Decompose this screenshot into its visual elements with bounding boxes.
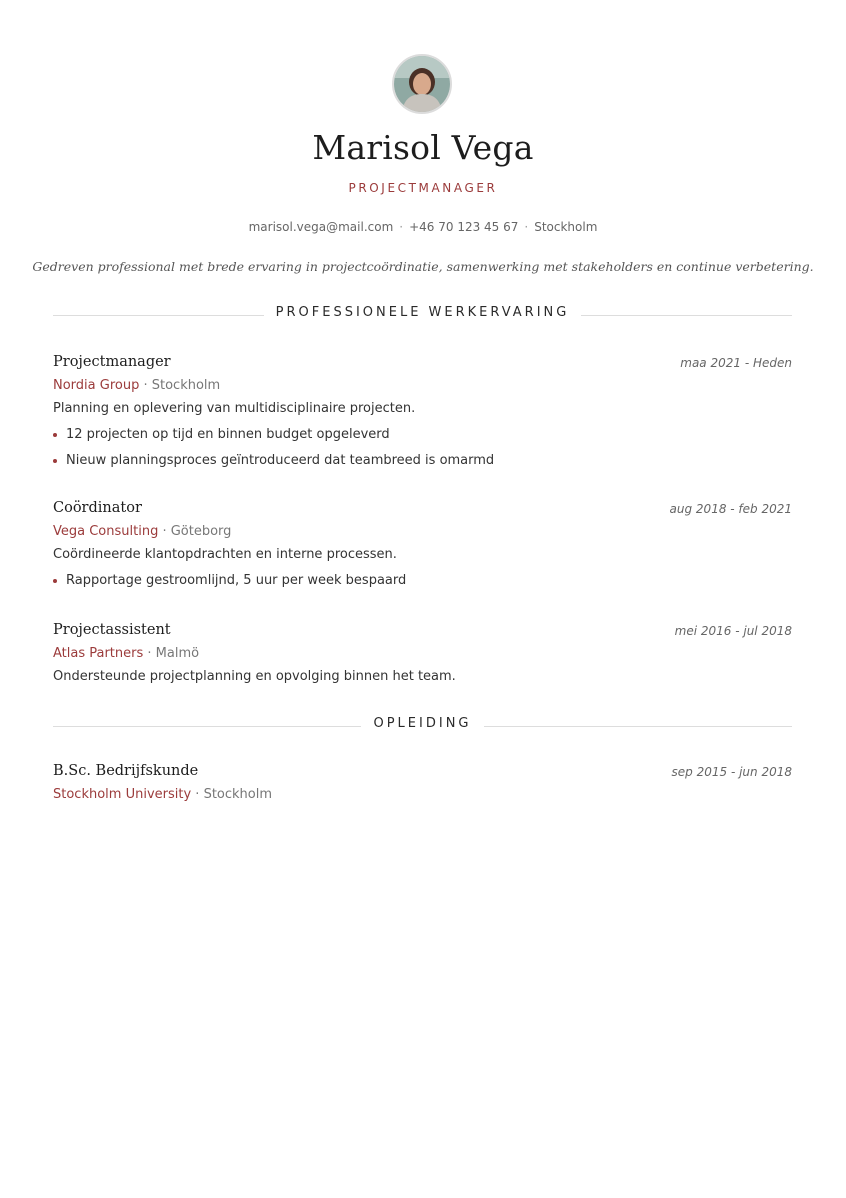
entry-company: Stockholm University bbox=[53, 787, 192, 802]
entry-dates: sep 2015 - jun 2018 bbox=[671, 765, 792, 779]
entry-location: · Malmö bbox=[143, 646, 200, 661]
experience-entry bbox=[53, 622, 792, 689]
contact-separator: · bbox=[524, 220, 529, 234]
experience-entry bbox=[53, 500, 792, 597]
contact-separator: · bbox=[399, 220, 404, 234]
profile-summary: Gedreven professional met brede ervaring in projectcoördinatie, samenwerking met stakeholders en continue verbetering. bbox=[32, 259, 814, 274]
list-item bbox=[53, 571, 792, 597]
experience-section-header bbox=[53, 305, 792, 325]
job-title: PROJECTMANAGER bbox=[348, 181, 498, 195]
entry-company: Nordia Group bbox=[53, 378, 140, 393]
entry-location: · Stockholm bbox=[139, 378, 221, 393]
education-section-title: OPLEIDING bbox=[361, 716, 483, 731]
education-entry bbox=[53, 763, 792, 807]
bullet-dot-icon bbox=[53, 579, 57, 583]
entry-title: Projectmanager bbox=[53, 354, 171, 370]
entry-title: Projectassistent bbox=[53, 622, 171, 638]
bullet-dot-icon bbox=[53, 433, 57, 437]
entry-location: · Stockholm bbox=[191, 787, 273, 802]
profile-photo bbox=[394, 56, 450, 112]
experience-section-title: PROFESSIONELE WERKERVARING bbox=[264, 305, 582, 320]
entry-organization bbox=[53, 524, 792, 544]
bullet-text: 12 projecten op tijd en binnen budget opgeleverd bbox=[66, 427, 390, 442]
entry-description: Coördineerde klantopdrachten en interne processen. bbox=[53, 547, 397, 562]
entry-company: Vega Consulting bbox=[53, 524, 159, 539]
entry-organization bbox=[53, 787, 792, 807]
entry-dates: mei 2016 - jul 2018 bbox=[674, 624, 792, 638]
entry-bullets bbox=[53, 571, 792, 597]
entry-title: B.Sc. Bedrijfskunde bbox=[53, 763, 199, 779]
entry-bullets bbox=[53, 425, 792, 477]
entry-title: Coördinator bbox=[53, 500, 142, 516]
entry-company: Atlas Partners bbox=[53, 646, 144, 661]
entry-organization bbox=[53, 646, 792, 666]
education-section-header bbox=[53, 716, 792, 736]
bullet-text: Rapportage gestroomlijnd, 5 uur per week bespaard bbox=[66, 573, 407, 588]
entry-dates: aug 2018 - feb 2021 bbox=[669, 502, 792, 516]
entry-organization bbox=[53, 378, 792, 398]
list-item bbox=[53, 425, 792, 451]
email-text: marisol.vega@mail.com bbox=[248, 220, 394, 234]
bullet-text: Nieuw planningsproces geïntroduceerd dat teambreed is omarmd bbox=[66, 453, 495, 468]
entry-location: · Göteborg bbox=[158, 524, 232, 539]
experience-entry bbox=[53, 354, 792, 477]
candidate-name: Marisol Vega bbox=[312, 128, 534, 167]
city-text: Stockholm bbox=[534, 220, 598, 234]
phone-text: +46 70 123 45 67 bbox=[409, 220, 519, 234]
bullet-dot-icon bbox=[53, 459, 57, 463]
entry-description: Ondersteunde projectplanning en opvolging binnen het team. bbox=[53, 669, 456, 684]
avatar bbox=[392, 54, 452, 114]
entry-description: Planning en oplevering van multidisciplinaire projecten. bbox=[53, 401, 416, 416]
entry-dates: maa 2021 - Heden bbox=[680, 356, 792, 370]
contact-line bbox=[0, 220, 846, 234]
list-item bbox=[53, 451, 792, 477]
